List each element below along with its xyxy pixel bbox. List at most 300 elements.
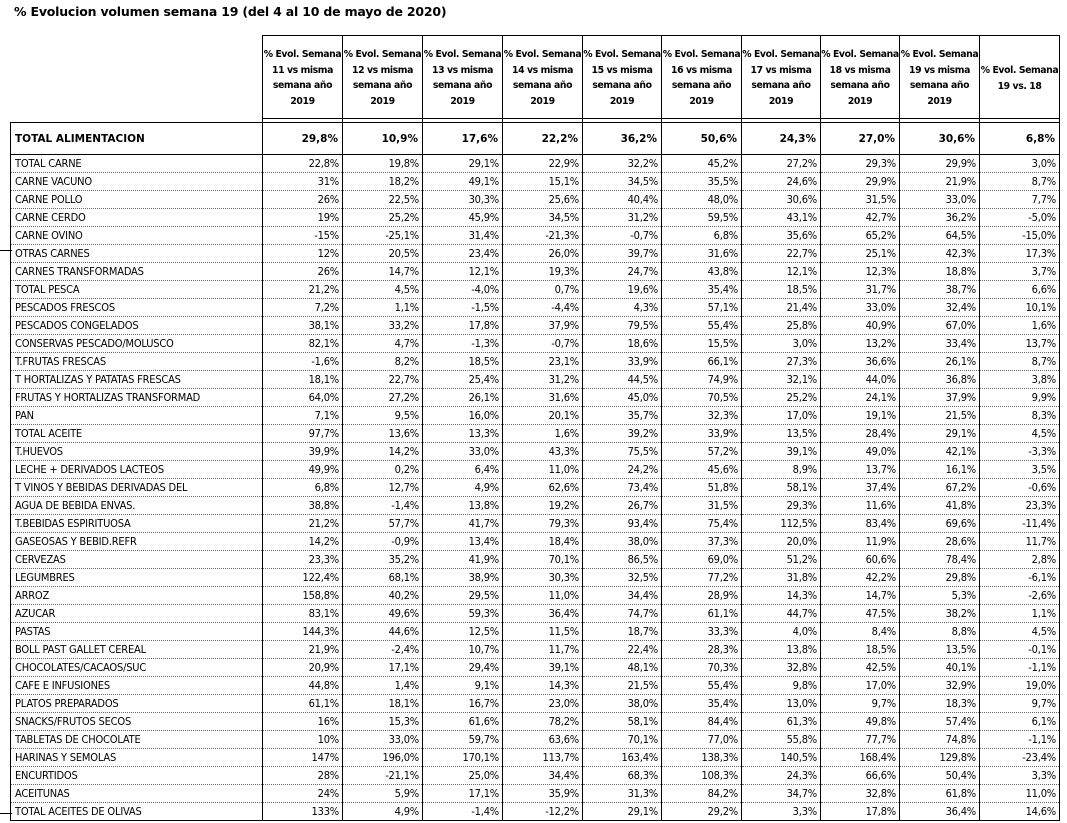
cell-value: -1,5%	[423, 299, 503, 317]
cell-value: 49,9%	[263, 461, 343, 479]
cell-value: 38,9%	[423, 569, 503, 587]
cell-value: 57,1%	[662, 299, 742, 317]
table-row	[11, 371, 1060, 389]
cell-value: 13,5%	[900, 641, 980, 659]
cell-value: 32,5%	[583, 569, 662, 587]
cell-value: 51,8%	[662, 479, 742, 497]
cell-value: 44,5%	[583, 371, 662, 389]
cell-value: 3,7%	[980, 263, 1060, 281]
cell-value: 35,9%	[503, 785, 583, 803]
cell-value: 29,9%	[821, 173, 900, 191]
cell-value: 59,5%	[662, 209, 742, 227]
cell-value: 32,8%	[821, 785, 900, 803]
column-header: % Evol. Semana 19 vs misma semana año 2019	[900, 36, 980, 119]
cell-value: 9,1%	[423, 677, 503, 695]
cell-value: 1,1%	[343, 299, 423, 317]
cell-value: 4,9%	[343, 803, 423, 821]
cell-value: 31,5%	[662, 497, 742, 515]
cell-value: 113,7%	[503, 749, 583, 767]
cell-value: 163,4%	[583, 749, 662, 767]
cell-value: 28,9%	[662, 587, 742, 605]
cell-value: 23,0%	[503, 695, 583, 713]
cell-value: 39,1%	[503, 659, 583, 677]
cell-value: 0,2%	[343, 461, 423, 479]
cell-value: 61,1%	[662, 605, 742, 623]
cell-value: -3,3%	[980, 443, 1060, 461]
cell-value: 77,2%	[662, 569, 742, 587]
column-header: % Evol. Semana 13 vs misma semana año 2019	[423, 36, 503, 119]
cell-value: 61,8%	[900, 785, 980, 803]
cell-value: 31,5%	[821, 191, 900, 209]
cell-value: -0,1%	[980, 641, 1060, 659]
cell-value: 15,3%	[343, 713, 423, 731]
cell-value: 11,6%	[821, 497, 900, 515]
cell-value: 32,2%	[583, 155, 662, 173]
cell-value: 57,2%	[662, 443, 742, 461]
cell-value: 17,0%	[742, 407, 821, 425]
row-label: PAN	[11, 407, 263, 425]
column-header: % Evol. Semana 18 vs misma semana año 2019	[821, 36, 900, 119]
row-label: TOTAL CARNE	[11, 155, 263, 173]
cell-value: 35,7%	[583, 407, 662, 425]
column-header: % Evol. Semana 15 vs misma semana año 2019	[583, 36, 662, 119]
cell-value: 55,4%	[662, 677, 742, 695]
cell-value: 13,0%	[742, 695, 821, 713]
cell-value: 36,6%	[821, 353, 900, 371]
cell-value: 49,0%	[821, 443, 900, 461]
cell-value: 9,8%	[742, 677, 821, 695]
row-label: CERVEZAS	[11, 551, 263, 569]
cell-value: -12,2%	[503, 803, 583, 821]
cell-value: 38,0%	[583, 695, 662, 713]
cell-value: 70,3%	[662, 659, 742, 677]
cell-value: 4,5%	[980, 623, 1060, 641]
cell-value: 39,1%	[742, 443, 821, 461]
table-row	[11, 191, 1060, 209]
cell-value: 37,9%	[503, 317, 583, 335]
cell-value: 35,4%	[662, 695, 742, 713]
cell-value: 9,9%	[980, 389, 1060, 407]
cell-value: 37,4%	[821, 479, 900, 497]
table-row	[11, 659, 1060, 677]
cell-value: 77,7%	[821, 731, 900, 749]
row-label: CAFE E INFUSIONES	[11, 677, 263, 695]
cell-value: 8,4%	[821, 623, 900, 641]
cell-value: 28,4%	[821, 425, 900, 443]
cell-value: 21,4%	[742, 299, 821, 317]
table-row	[11, 353, 1060, 371]
table-row	[11, 461, 1060, 479]
cell-value: -1,4%	[343, 497, 423, 515]
cell-value: 93,4%	[583, 515, 662, 533]
cell-value: 11,0%	[503, 587, 583, 605]
cell-value: 14,2%	[263, 533, 343, 551]
cell-value: 41,9%	[423, 551, 503, 569]
cell-value: 47,5%	[821, 605, 900, 623]
cell-value: 22,7%	[343, 371, 423, 389]
cell-value: 48,0%	[662, 191, 742, 209]
total-value: 22,2%	[503, 123, 583, 155]
cell-value: 13,7%	[980, 335, 1060, 353]
table-row	[11, 245, 1060, 263]
cell-value: -23,4%	[980, 749, 1060, 767]
cell-value: 23,1%	[503, 353, 583, 371]
table-row	[11, 281, 1060, 299]
cell-value: 61,3%	[742, 713, 821, 731]
cell-value: 21,2%	[263, 281, 343, 299]
cell-value: 34,5%	[583, 173, 662, 191]
cell-value: 31,8%	[742, 569, 821, 587]
cell-value: -15%	[263, 227, 343, 245]
cell-value: 26%	[263, 191, 343, 209]
header-row	[11, 36, 1060, 119]
cell-value: 168,4%	[821, 749, 900, 767]
cell-value: 66,1%	[662, 353, 742, 371]
cell-value: -4,0%	[423, 281, 503, 299]
table-row	[11, 443, 1060, 461]
cell-value: -21,3%	[503, 227, 583, 245]
row-label: TOTAL PESCA	[11, 281, 263, 299]
cell-value: 38,2%	[900, 605, 980, 623]
total-value: 24,3%	[742, 123, 821, 155]
cell-value: 78,2%	[503, 713, 583, 731]
cell-value: 45,2%	[662, 155, 742, 173]
cell-value: 79,5%	[583, 317, 662, 335]
cell-value: 31,4%	[423, 227, 503, 245]
cell-value: 29,4%	[423, 659, 503, 677]
cell-value: 16,7%	[423, 695, 503, 713]
cell-value: 29,1%	[583, 803, 662, 821]
cell-value: 14,7%	[821, 587, 900, 605]
cell-value: 44,7%	[742, 605, 821, 623]
cell-value: 18,3%	[900, 695, 980, 713]
table-row	[11, 515, 1060, 533]
cell-value: 74,9%	[662, 371, 742, 389]
table-row	[11, 407, 1060, 425]
cell-value: 6,8%	[662, 227, 742, 245]
cell-value: 36,4%	[503, 605, 583, 623]
row-label: TABLETAS DE CHOCOLATE	[11, 731, 263, 749]
cell-value: 2,8%	[980, 551, 1060, 569]
cell-value: 74,7%	[583, 605, 662, 623]
cell-value: -2,4%	[343, 641, 423, 659]
cell-value: 3,0%	[980, 155, 1060, 173]
cell-value: 84,4%	[662, 713, 742, 731]
cell-value: 49,1%	[423, 173, 503, 191]
cell-value: 45,9%	[423, 209, 503, 227]
cell-value: -0,7%	[503, 335, 583, 353]
cell-value: 8,7%	[980, 173, 1060, 191]
table-row	[11, 299, 1060, 317]
table-row	[11, 155, 1060, 173]
row-label: ACEITUNAS	[11, 785, 263, 803]
cell-value: 69,6%	[900, 515, 980, 533]
row-label: T.BEBIDAS ESPIRITUOSA	[11, 515, 263, 533]
cell-value: 84,2%	[662, 785, 742, 803]
cell-value: 33,2%	[343, 317, 423, 335]
cell-value: 28,6%	[900, 533, 980, 551]
cell-value: 24,2%	[583, 461, 662, 479]
total-value: 10,9%	[343, 123, 423, 155]
cell-value: 10,1%	[980, 299, 1060, 317]
cell-value: 25,1%	[821, 245, 900, 263]
cell-value: 44,6%	[343, 623, 423, 641]
cell-value: 31,6%	[662, 245, 742, 263]
cell-value: 18,2%	[343, 173, 423, 191]
cell-value: 86,5%	[583, 551, 662, 569]
cell-value: 38,8%	[263, 497, 343, 515]
cell-value: 20,9%	[263, 659, 343, 677]
cell-value: 36,8%	[900, 371, 980, 389]
cell-value: 49,6%	[343, 605, 423, 623]
cell-value: 42,7%	[821, 209, 900, 227]
cell-value: 5,3%	[900, 587, 980, 605]
row-marker	[0, 250, 12, 251]
cell-value: 64,5%	[900, 227, 980, 245]
cell-value: 9,5%	[343, 407, 423, 425]
cell-value: 22,5%	[343, 191, 423, 209]
cell-value: 17,1%	[423, 785, 503, 803]
cell-value: 32,3%	[662, 407, 742, 425]
table-row	[11, 677, 1060, 695]
table-row	[11, 695, 1060, 713]
cell-value: 12,7%	[343, 479, 423, 497]
cell-value: 29,5%	[423, 587, 503, 605]
row-label: CARNE CERDO	[11, 209, 263, 227]
cell-value: 31%	[263, 173, 343, 191]
row-label: HARINAS Y SEMOLAS	[11, 749, 263, 767]
cell-value: 40,2%	[343, 587, 423, 605]
row-label: LEGUMBRES	[11, 569, 263, 587]
cell-value: 1,6%	[503, 425, 583, 443]
row-label: LECHE + DERIVADOS LACTEOS	[11, 461, 263, 479]
cell-value: 36,4%	[900, 803, 980, 821]
cell-value: 11,9%	[821, 533, 900, 551]
cell-value: 24,6%	[742, 173, 821, 191]
cell-value: 17,1%	[343, 659, 423, 677]
table-row	[11, 767, 1060, 785]
cell-value: 57,7%	[343, 515, 423, 533]
cell-value: 43,1%	[742, 209, 821, 227]
cell-value: 67,0%	[900, 317, 980, 335]
cell-value: -2,6%	[980, 587, 1060, 605]
cell-value: 29,2%	[662, 803, 742, 821]
cell-value: 3,5%	[980, 461, 1060, 479]
cell-value: 21,5%	[583, 677, 662, 695]
category-rows	[11, 155, 1060, 821]
cell-value: 61,6%	[423, 713, 503, 731]
cell-value: -25,1%	[343, 227, 423, 245]
cell-value: 29,3%	[821, 155, 900, 173]
cell-value: 13,3%	[423, 425, 503, 443]
cell-value: 1,4%	[343, 677, 423, 695]
cell-value: 14,3%	[742, 587, 821, 605]
cell-value: 67,2%	[900, 479, 980, 497]
cell-value: 40,9%	[821, 317, 900, 335]
cell-value: 19%	[263, 209, 343, 227]
cell-value: 13,5%	[742, 425, 821, 443]
cell-value: 19,2%	[503, 497, 583, 515]
cell-value: 7,1%	[263, 407, 343, 425]
row-label: AGUA DE BEBIDA ENVAS.	[11, 497, 263, 515]
cell-value: 3,3%	[742, 803, 821, 821]
cell-value: 24,3%	[742, 767, 821, 785]
cell-value: 23,3%	[263, 551, 343, 569]
cell-value: 58,1%	[742, 479, 821, 497]
cell-value: 42,2%	[821, 569, 900, 587]
cell-value: 74,8%	[900, 731, 980, 749]
cell-value: 22,4%	[583, 641, 662, 659]
cell-value: 29,9%	[900, 155, 980, 173]
cell-value: 129,8%	[900, 749, 980, 767]
cell-value: 20,0%	[742, 533, 821, 551]
cell-value: 33,9%	[662, 425, 742, 443]
cell-value: 33,4%	[900, 335, 980, 353]
cell-value: 14,7%	[343, 263, 423, 281]
cell-value: 19,1%	[821, 407, 900, 425]
cell-value: 6,4%	[423, 461, 503, 479]
cell-value: 7,7%	[980, 191, 1060, 209]
cell-value: 37,3%	[662, 533, 742, 551]
cell-value: 14,6%	[980, 803, 1060, 821]
cell-value: 108,3%	[662, 767, 742, 785]
cell-value: 13,7%	[821, 461, 900, 479]
table-row	[11, 749, 1060, 767]
cell-value: 21,9%	[900, 173, 980, 191]
cell-value: 65,2%	[821, 227, 900, 245]
cell-value: 5,9%	[343, 785, 423, 803]
cell-value: 21,9%	[263, 641, 343, 659]
table-row	[11, 227, 1060, 245]
volume-evolution-table	[10, 35, 1060, 821]
cell-value: 29,8%	[900, 569, 980, 587]
cell-value: 32,9%	[900, 677, 980, 695]
cell-value: 13,6%	[343, 425, 423, 443]
cell-value: 61,1%	[263, 695, 343, 713]
cell-value: 40,1%	[900, 659, 980, 677]
cell-value: 25,4%	[423, 371, 503, 389]
table-row	[11, 785, 1060, 803]
cell-value: 26,0%	[503, 245, 583, 263]
cell-value: 14,2%	[343, 443, 423, 461]
row-label: CARNE POLLO	[11, 191, 263, 209]
cell-value: 13,8%	[423, 497, 503, 515]
cell-value: 33,0%	[900, 191, 980, 209]
cell-value: 83,1%	[263, 605, 343, 623]
total-value: 29,8%	[263, 123, 343, 155]
table-row	[11, 569, 1060, 587]
cell-value: 97,7%	[263, 425, 343, 443]
cell-value: 18,5%	[423, 353, 503, 371]
table-row	[11, 731, 1060, 749]
report-title: % Evolucion volumen semana 19 (del 4 al 10 de mayo de 2020)	[14, 4, 447, 19]
cell-value: 25,8%	[742, 317, 821, 335]
cell-value: 18,5%	[742, 281, 821, 299]
cell-value: 36,2%	[900, 209, 980, 227]
cell-value: -1,1%	[980, 731, 1060, 749]
cell-value: 144,3%	[263, 623, 343, 641]
row-marker	[0, 813, 12, 814]
cell-value: 30,3%	[503, 569, 583, 587]
cell-value: 26,1%	[423, 389, 503, 407]
cell-value: 24%	[263, 785, 343, 803]
cell-value: 42,5%	[821, 659, 900, 677]
cell-value: 12,5%	[423, 623, 503, 641]
cell-value: 77,0%	[662, 731, 742, 749]
row-label: CARNES TRANSFORMADAS	[11, 263, 263, 281]
table-row	[11, 641, 1060, 659]
cell-value: 25,0%	[423, 767, 503, 785]
cell-value: 70,1%	[503, 551, 583, 569]
row-label: CARNE OVINO	[11, 227, 263, 245]
row-label: SNACKS/FRUTOS SECOS	[11, 713, 263, 731]
cell-value: 26,7%	[583, 497, 662, 515]
cell-value: 68,3%	[583, 767, 662, 785]
cell-value: 8,8%	[900, 623, 980, 641]
cell-value: -1,3%	[423, 335, 503, 353]
cell-value: 24,7%	[583, 263, 662, 281]
cell-value: 1,6%	[980, 317, 1060, 335]
cell-value: 13,2%	[821, 335, 900, 353]
cell-value: 15,5%	[662, 335, 742, 353]
cell-value: 19,8%	[343, 155, 423, 173]
row-label: CONSERVAS PESCADO/MOLUSCO	[11, 335, 263, 353]
cell-value: 33,9%	[583, 353, 662, 371]
cell-value: 18,1%	[343, 695, 423, 713]
cell-value: 79,3%	[503, 515, 583, 533]
row-label: TOTAL ACEITES DE OLIVAS	[11, 803, 263, 821]
row-label: CARNE VACUNO	[11, 173, 263, 191]
cell-value: 20,1%	[503, 407, 583, 425]
cell-value: 19,6%	[583, 281, 662, 299]
cell-value: 8,2%	[343, 353, 423, 371]
cell-value: 4,3%	[583, 299, 662, 317]
cell-value: 19,3%	[503, 263, 583, 281]
cell-value: 18,1%	[263, 371, 343, 389]
cell-value: 112,5%	[742, 515, 821, 533]
cell-value: 170,1%	[423, 749, 503, 767]
cell-value: 18,5%	[821, 641, 900, 659]
cell-value: 45,0%	[583, 389, 662, 407]
cell-value: -1,1%	[980, 659, 1060, 677]
cell-value: 12,1%	[742, 263, 821, 281]
cell-value: 4,5%	[980, 425, 1060, 443]
cell-value: 12,3%	[821, 263, 900, 281]
total-value: 36,2%	[583, 123, 662, 155]
table-row	[11, 551, 1060, 569]
cell-value: 20,5%	[343, 245, 423, 263]
cell-value: 11,0%	[980, 785, 1060, 803]
cell-value: 31,6%	[503, 389, 583, 407]
cell-value: 4,0%	[742, 623, 821, 641]
cell-value: 21,2%	[263, 515, 343, 533]
cell-value: -6,1%	[980, 569, 1060, 587]
cell-value: 55,4%	[662, 317, 742, 335]
cell-value: -1,6%	[263, 353, 343, 371]
cell-value: 8,3%	[980, 407, 1060, 425]
cell-value: 11,7%	[980, 533, 1060, 551]
cell-value: 31,7%	[821, 281, 900, 299]
cell-value: 6,8%	[263, 479, 343, 497]
cell-value: 41,8%	[900, 497, 980, 515]
cell-value: 7,2%	[263, 299, 343, 317]
cell-value: 17,8%	[821, 803, 900, 821]
row-label: T VINOS Y BEBIDAS DERIVADAS DEL	[11, 479, 263, 497]
cell-value: 16,1%	[900, 461, 980, 479]
cell-value: 16%	[263, 713, 343, 731]
cell-value: 63,6%	[503, 731, 583, 749]
cell-value: 70,1%	[583, 731, 662, 749]
